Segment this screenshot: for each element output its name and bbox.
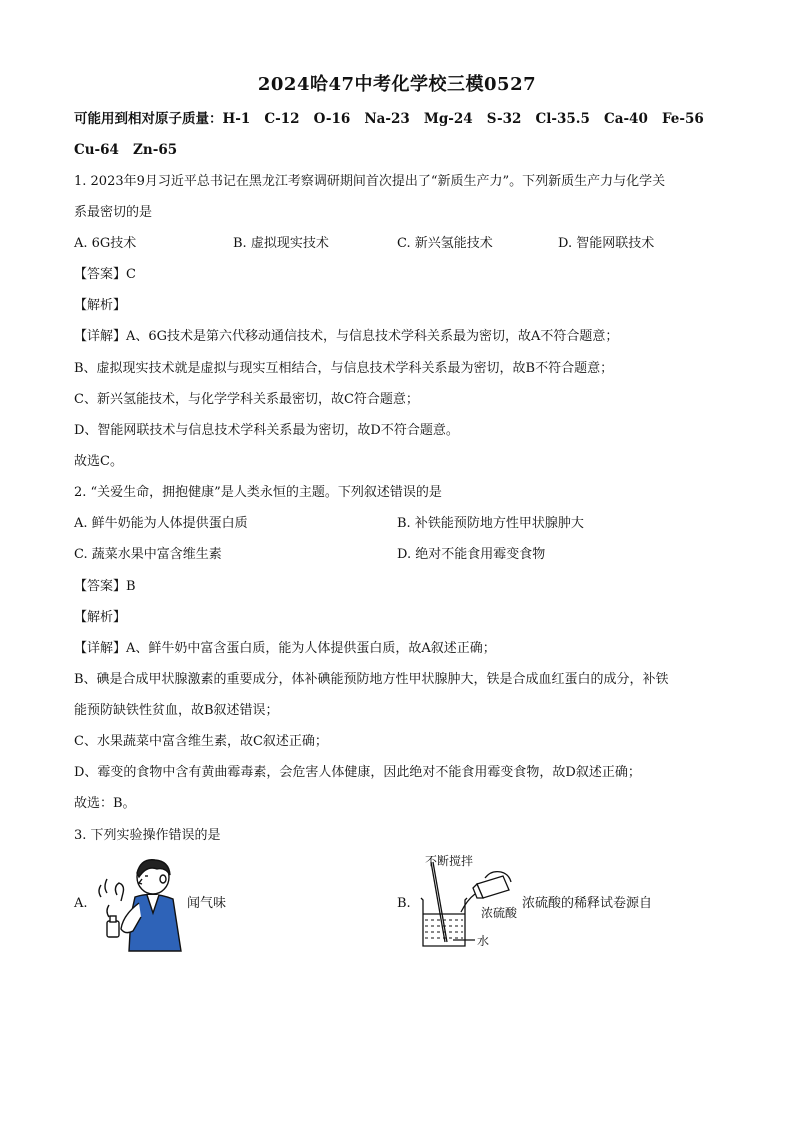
q1-stem-line2: 系最密切的是 [74, 205, 153, 220]
q2-explain-3: 能预防缺铁性贫血，故B叙述错误； [74, 703, 279, 718]
water-label: 水 [477, 934, 490, 948]
q2-option-c: C. 蔬菜水果中富含维生素 [74, 547, 222, 562]
q2-analysis-label: 【解析】 [74, 610, 127, 625]
q1-answer: 【答案】C [74, 267, 136, 282]
q1-explain-3: C、新兴氢能技术，与化学学科关系最密切，故C符合题意； [74, 392, 419, 407]
q1-option-d: D. 智能网联技术 [558, 236, 655, 251]
q1-option-c: C. 新兴氢能技术 [397, 236, 493, 251]
q1-explain-2: B、虚拟现实技术就是虚拟与现实互相结合，与信息技术学科关系最为密切，故B不符合题意； [74, 361, 614, 376]
q1-option-a: A. 6G技术 [74, 236, 137, 251]
q2-stem: 2. “关爱生命，拥抱健康”是人类永恒的主题。下列叙述错误的是 [74, 485, 442, 500]
q2-explain-6: 故选：B。 [74, 796, 136, 811]
q2-explain-4: C、水果蔬菜中富含维生素，故C叙述正确； [74, 734, 328, 749]
relative-mass-line-2: Cu-64 Zn-65 [74, 142, 178, 158]
q2-answer: 【答案】B [74, 579, 136, 594]
q1-explain-1: 【详解】A、6G技术是第六代移动通信技术，与信息技术学科关系最为密切，故A不符合题意； [74, 329, 619, 344]
q1-analysis-label: 【解析】 [74, 298, 127, 313]
relative-mass-values-1: H-1 C-12 O-16 Na-23 Mg-24 S-32 Cl-35.5 Ca-40 Fe-56 [222, 111, 704, 127]
q2-explain-2: B、碘是合成甲状腺激素的重要成分，体补碘能预防地方性甲状腺肿大，铁是合成血红蛋白的成分，补铁 [74, 672, 669, 687]
acid-dilution-figure [415, 852, 518, 952]
q2-explain-1: 【详解】A、鲜牛奶中富含蛋白质，能为人体提供蛋白质，故A叙述正确； [74, 641, 496, 656]
q3-option-b-letter: B. [397, 896, 411, 911]
q3-option-a-letter: A. [74, 896, 88, 911]
stir-label: 不断搅拌 [425, 854, 474, 868]
q3-stem: 3. 下列实验操作错误的是 [74, 828, 221, 843]
q2-option-b: B. 补铁能预防地方性甲状腺肿大 [397, 516, 584, 531]
q2-option-a: A. 鲜牛奶能为人体提供蛋白质 [74, 516, 248, 531]
q3-option-a-label: 闻气味 [187, 896, 227, 911]
page-title: 2024哈47中考化学校三模0527 [257, 74, 537, 95]
q1-explain-5: 故选C。 [74, 454, 123, 469]
q1-stem-line1: 1. 2023年9月习近平总书记在黑龙江考察调研期间首次提出了“新质生产力”。下列新质生产力与化学关 [74, 174, 666, 189]
relative-mass-label: 可能用到相对原子质量： [74, 111, 223, 127]
q2-option-d: D. 绝对不能食用霉变食物 [397, 547, 546, 562]
q2-explain-5: D、霉变的食物中含有黄曲霉毒素，会危害人体健康，因此绝对不能食用霉变食物，故D叙述正确； [74, 765, 641, 780]
acid-label: 浓硫酸 [481, 906, 518, 920]
relative-mass-line-1 [74, 110, 704, 128]
q1-option-b: B. 虚拟现实技术 [233, 236, 329, 251]
smelling-figure-image [95, 855, 187, 955]
q1-explain-4: D、智能网联技术与信息技术学科关系最为密切，故D不符合题意。 [74, 423, 459, 438]
q3-option-b-label: 浓硫酸的稀释试卷源自 [522, 896, 653, 911]
